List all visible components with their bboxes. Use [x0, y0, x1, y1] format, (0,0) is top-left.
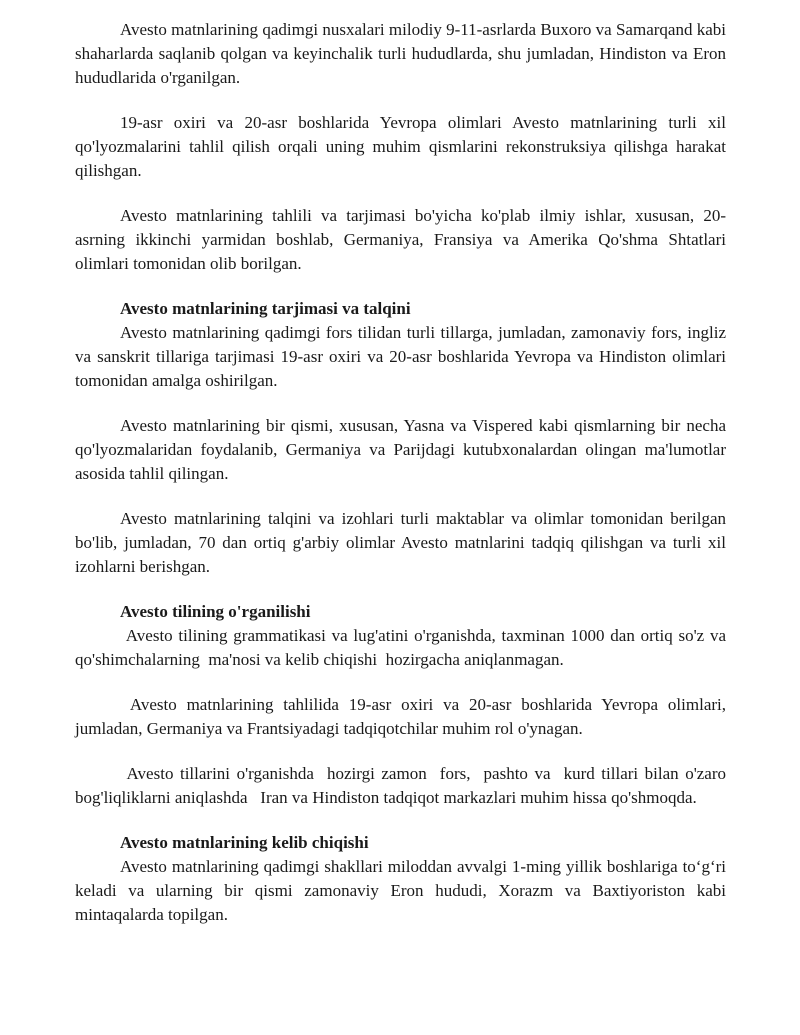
- paragraph-2: 19-asr oxiri va 20-asr boshlarida Yevropa olimlari Avesto matnlarining turli xil qo'lyozmalarini tahlil qilish orqali uning muhim qismlarini rekonstruksiya qilishga harakat qilishgan.: [75, 113, 726, 180]
- paragraph-5: Avesto matnlarining bir qismi, xususan, Yasna va Vispered kabi qismlarning bir necha qo'lyozmalaridan foydalanib, Germaniya va Parijdagi kutubxonalardan olingan ma'lumotlar asosida tahlil qilingan.: [75, 416, 726, 483]
- section-heading-translation: Avesto matnlarining tarjimasi va talqini: [120, 299, 411, 318]
- paragraph-8: Avesto matnlarining tahlilida 19-asr oxiri va 20-asr boshlarida Yevropa olimlari, jumladan, Germaniya va Frantsiyadagi tadqiqotchilar muhim rol o'ynagan.: [75, 695, 731, 738]
- paragraph-4: Avesto matnlarining qadimgi fors tilidan turli tillarga, jumladan, zamonaviy fors, ingliz va sanskrit tillariga tarjimasi 19-asr oxiri va 20-asr boshlarida Yevropa va Hindiston olimlari tomonidan amalga oshirilgan.: [75, 323, 726, 390]
- paragraph-7: Avesto tilining grammatikasi va lug'atini o'rganishda, taxminan 1000 dan ortiq so'z va qo'shimchalarning ma'nosi va kelib chiqishi hozirgacha aniqlanmagan.: [75, 626, 731, 669]
- section-heading-language-study: Avesto tilining o'rganilishi: [120, 602, 311, 621]
- paragraph-3: Avesto matnlarining tahlili va tarjimasi bo'yicha ko'plab ilmiy ishlar, xususan, 20-asrning ikkinchi yarmidan boshlab, Germaniya, Fransiya va Amerika Qo'shma Shtatlari olimlari tomonidan olib borilgan.: [75, 206, 726, 273]
- document-page: [75, 18, 731, 927]
- paragraph-6: Avesto matnlarining talqini va izohlari turli maktablar va olimlar tomonidan berilgan bo'lib, jumladan, 70 dan ortiq g'arbiy olimlar Avesto matnlarini tadqiq qilishgan va turli xil izohlarni berishgan.: [75, 509, 726, 576]
- section-heading-origin: Avesto matnlarining kelib chiqishi: [120, 833, 369, 852]
- paragraph-10: Avesto matnlarining qadimgi shakllari miloddan avvalgi 1-ming yillik boshlariga to‘g‘ri keladi va ularning bir qismi zamonaviy Eron hududi, Xorazm va Baxtiyoriston kabi mintaqalarda topilgan.: [75, 857, 726, 924]
- paragraph-9: Avesto tillarini o'rganishda hozirgi zamon fors, pashto va kurd tillari bilan o'zaro bog'liqliklarni aniqlashda Iran va Hindiston tadqiqot markazlari muhim hissa qo'shmoqda.: [75, 764, 731, 807]
- paragraph-1: Avesto matnlarining qadimgi nusxalari milodiy 9-11-asrlarda Buxoro va Samarqand kabi shaharlarda saqlanib qolgan va keyinchalik turli hududlarda, shu jumladan, Hindiston va Eron hududlarida o'rganilgan.: [75, 20, 726, 87]
